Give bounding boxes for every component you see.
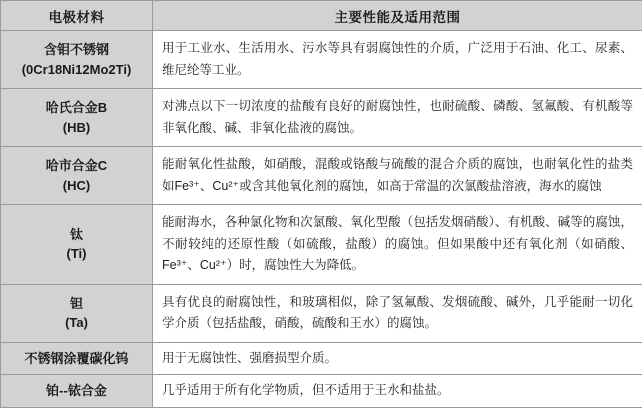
material-code: (Ti) [5, 244, 148, 264]
table-row [1, 147, 642, 205]
table-header [1, 1, 642, 31]
cell-description: 对沸点以下一切浓度的盐酸有良好的耐腐蚀性，也耐硫酸、磷酸、氢氟酸、有机酸等非氧化酸、碱、非氧化盐液的腐蚀。 [153, 89, 642, 147]
cell-description: 用于无腐蚀性、强磨损型介质。 [153, 342, 642, 375]
column-header-material: 电极材料 [1, 1, 153, 31]
cell-material [1, 147, 153, 205]
material-name: 不锈钢涂覆碳化钨 [24, 351, 128, 366]
material-name: 含钼不锈钢 [44, 42, 109, 57]
cell-material [1, 284, 153, 342]
cell-material [1, 375, 153, 408]
cell-description: 能耐氧化性盐酸，如硝酸，混酸或铬酸与硫酸的混合介质的腐蚀，也耐氧化性的盐类如Fe³⁺、Cu²⁺或含其他氧化剂的腐蚀，如高于常温的次氯酸盐溶液，海水的腐蚀 [153, 147, 642, 205]
material-name: 钛 [70, 227, 83, 242]
table-row [1, 31, 642, 89]
table-header-row [1, 1, 642, 31]
cell-material [1, 342, 153, 375]
cell-description: 具有优良的耐腐蚀性，和玻璃相似，除了氢氟酸、发烟硫酸、碱外，几乎能耐一切化学介质（包括盐酸，硝酸，硫酸和王水）的腐蚀。 [153, 284, 642, 342]
table-row [1, 342, 642, 375]
cell-description: 几乎适用于所有化学物质，但不适用于王水和盐盐。 [153, 375, 642, 408]
table-row [1, 284, 642, 342]
table-body [1, 31, 642, 408]
cell-material [1, 89, 153, 147]
material-name: 钽 [70, 296, 83, 311]
material-name: 哈市合金C [46, 158, 107, 173]
table-row [1, 89, 642, 147]
material-code: (HC) [5, 176, 148, 196]
material-code: (HB) [5, 118, 148, 138]
cell-description: 能耐海水，各种氯化物和次氯酸、氧化型酸（包括发烟硝酸）、有机酸、碱等的腐蚀，不耐较纯的还原性酸（如硫酸，盐酸）的腐蚀。但如果酸中还有氧化剂（如硝酸、Fe³⁺、Cu²⁺）时，腐蚀性大为降低。 [153, 205, 642, 285]
material-name: 哈氏合金B [46, 100, 107, 115]
material-code: (Ta) [5, 313, 148, 333]
table-row [1, 205, 642, 285]
cell-material [1, 31, 153, 89]
material-name: 铂--铱合金 [46, 383, 107, 398]
cell-material [1, 205, 153, 285]
table-row [1, 375, 642, 408]
column-header-description: 主要性能及适用范围 [153, 1, 642, 31]
cell-description: 用于工业水、生活用水、污水等具有弱腐蚀性的介质，广泛用于石油、化工、尿素、维尼纶等工业。 [153, 31, 642, 89]
material-code: (0Cr18Ni12Mo2Ti) [5, 60, 148, 80]
